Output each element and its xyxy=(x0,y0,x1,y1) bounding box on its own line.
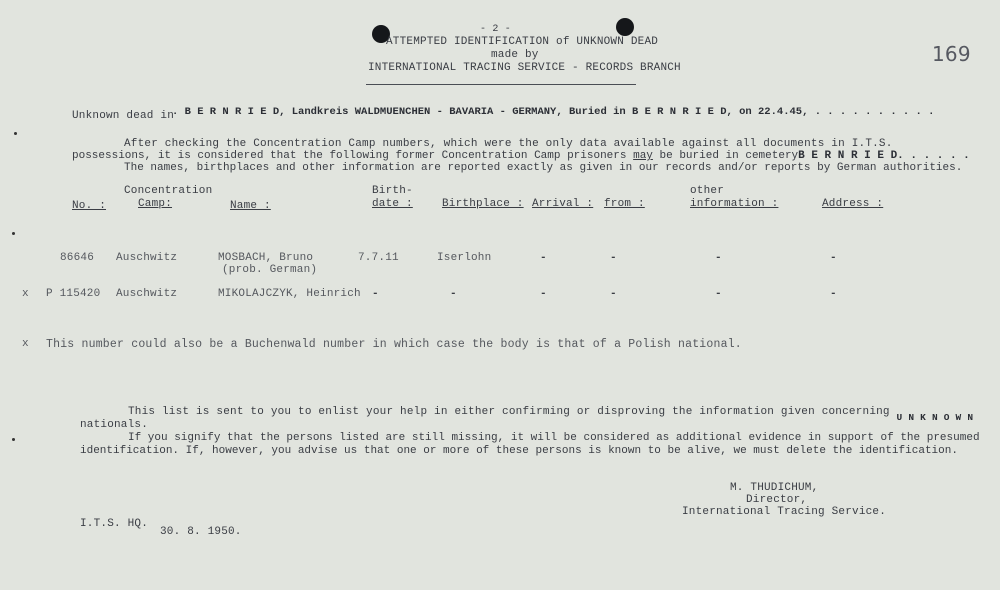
row-1-from: - xyxy=(610,252,617,264)
closing-line-2: nationals. xyxy=(80,419,149,431)
row-2-marker: x xyxy=(22,288,29,300)
row-1-birthplace: Iserlohn xyxy=(437,252,492,264)
row-2-from: - xyxy=(610,288,617,300)
margin-speck-icon xyxy=(14,132,17,135)
intro-place: . B E R N R I E D, Landkreis WALDMUENCHEN - BAVARIA - GERMANY, Buried in B E R N R I E D, on 22.4.45, . . . . . . . . . . xyxy=(172,106,935,118)
header-camp-top: Concentration xyxy=(124,185,213,197)
punch-hole-right-icon xyxy=(616,18,634,36)
closing-line-1 xyxy=(128,406,974,423)
header-camp: Camp: xyxy=(138,198,173,210)
row-2-arrival: - xyxy=(540,288,547,300)
signature-title: Director, xyxy=(746,494,808,506)
paragraph-line-1: After checking the Concentration Camp numbers, which were the only data available against all documents in I.T.S. xyxy=(124,138,893,150)
paragraph-line-2-a: possessions, it is considered that the following former Concentration Camp prisoners xyxy=(72,150,627,162)
organization-line: INTERNATIONAL TRACING SERVICE - RECORDS BRANCH xyxy=(368,62,681,74)
signature-org: International Tracing Service. xyxy=(682,506,887,518)
footer-date: 30. 8. 1950. xyxy=(160,526,242,538)
row-2-birthdate: - xyxy=(372,288,379,300)
row-1-birthdate: 7.7.11 xyxy=(358,252,399,264)
document-title: ATTEMPTED IDENTIFICATION of UNKNOWN DEAD xyxy=(386,36,659,48)
header-arrival: Arrival : xyxy=(532,198,594,210)
row-1-other: - xyxy=(715,252,722,264)
row-2-name: MIKOLAJCZYK, Heinrich xyxy=(218,288,361,300)
row-2-birthplace: - xyxy=(450,288,457,300)
closing-line-3: If you signify that the persons listed are still missing, it will be considered as additional evidence in support of the presumed xyxy=(128,432,980,444)
paragraph-line-2-b: be buried in cemetery xyxy=(659,150,799,162)
row-1-address: - xyxy=(830,252,837,264)
margin-speck-icon xyxy=(12,232,15,235)
paragraph-may: may xyxy=(633,150,653,162)
intro-prefix: Unknown dead in xyxy=(72,110,175,122)
margin-speck-icon xyxy=(12,438,15,441)
header-other: information : xyxy=(690,198,779,210)
row-2-no: P 115420 xyxy=(46,288,101,300)
row-1-name-note: (prob. German) xyxy=(222,264,318,276)
row-1-camp: Auschwitz xyxy=(116,252,178,264)
row-1-no: 86646 xyxy=(60,252,95,264)
closing-line-4: identification. If, however, you advise us that one or more of these persons is known to be alive, we must delete the identification. xyxy=(80,445,958,457)
header-other-top: other xyxy=(690,185,725,197)
row-2-address: - xyxy=(830,288,837,300)
header-address: Address : xyxy=(822,198,884,210)
footnote-text: This number could also be a Buchenwald number in which case the body is that of a Polish national. xyxy=(46,338,742,351)
footnote-marker: x xyxy=(22,338,29,350)
made-by-line: made by xyxy=(491,49,539,61)
row-2-other: - xyxy=(715,288,722,300)
header-birthplace: Birthplace : xyxy=(442,198,524,210)
page-marker: - 2 - xyxy=(480,24,512,35)
header-from: from : xyxy=(604,198,645,210)
row-1-arrival: - xyxy=(540,252,547,264)
closing-unknown-fill: U N K N O W N xyxy=(896,412,974,423)
paragraph-line-2 xyxy=(72,150,970,162)
header-rule xyxy=(366,84,636,85)
signature-name: M. THUDICHUM, xyxy=(730,482,819,494)
row-2-camp: Auschwitz xyxy=(116,288,178,300)
header-birthdate: date : xyxy=(372,198,413,210)
header-name: Name : xyxy=(230,200,271,212)
page-number: 169 xyxy=(932,42,971,66)
header-birthdate-top: Birth- xyxy=(372,185,413,197)
closing-line-1-text: This list is sent to you to enlist your help in either confirming or disproving the information given concerning xyxy=(128,406,890,418)
paragraph-line-3: The names, birthplaces and other information are reported exactly as given in our records and/or reports by German authorities. xyxy=(124,162,963,174)
row-1-name: MOSBACH, Bruno xyxy=(218,252,314,264)
footer-label: I.T.S. HQ. xyxy=(80,518,149,530)
paragraph-cemetery-place: B E R N R I E D. . . . . . xyxy=(798,150,970,162)
header-no: No. : xyxy=(72,200,107,212)
